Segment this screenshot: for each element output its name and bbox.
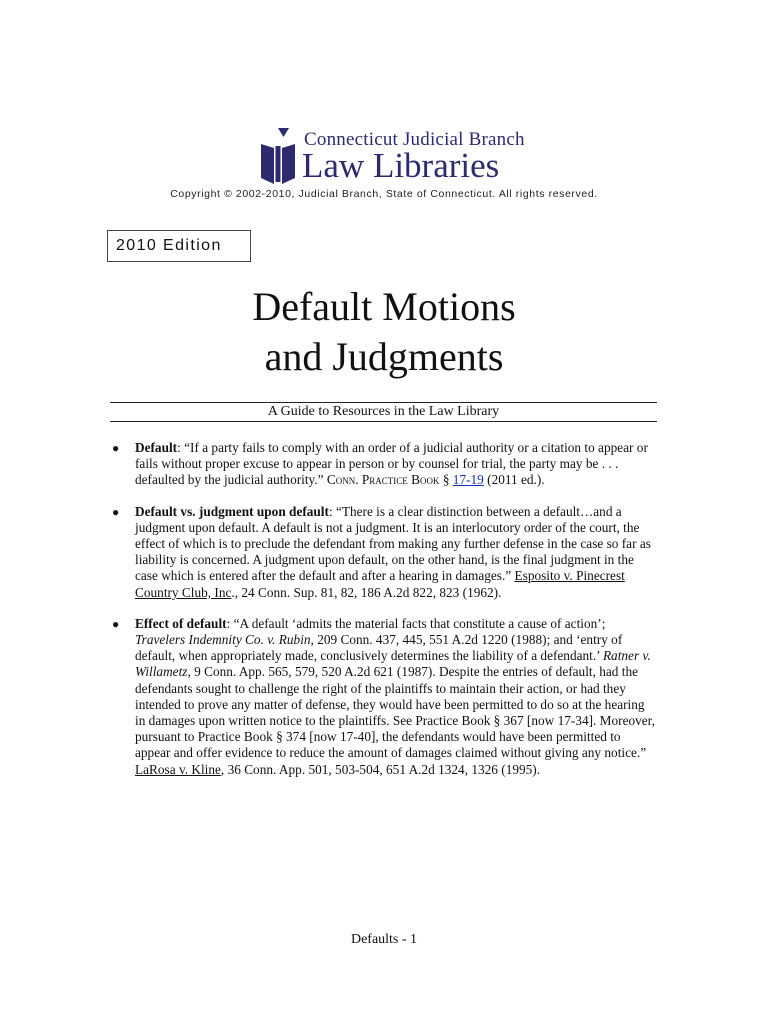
bullet-text: , 36 Conn. App. 501, 503-504, 651 A.2d 1324, 1326 (1995). <box>220 761 541 777</box>
bullet-default-vs-judgment <box>110 504 658 601</box>
title-line-2: and Judgments <box>264 334 504 379</box>
bullet-dot-icon: ● <box>112 504 120 519</box>
bullet-text: § <box>439 472 453 488</box>
bullet-text: , 209 Conn. 437, 445, 551 A.2d 1220 (1988); and ‘entry of default, when appropriately made, conclusively determines the liability of a defendant.’ <box>135 632 623 664</box>
bullet-text: 9 Conn. App. 565, 579, 520 A.2d 621 (1987). Despite the entries of default, had the defendants sought to challenge the right of the plaintiffs to maintain their action, or had they intended to prove any matter of defense, they would have been permitted to do so at the hearing in damages upon written notice to the plaintiffs. See Practice Book § 367 [now 17-34]. Moreover, pursuant to Practice Book § 374 [now 17-40], the defendants would have been permitted to appear and offer evidence to reduce the amount of damages claimed without giving any notice.” <box>135 664 655 761</box>
bullet-term: Effect of default <box>135 615 227 631</box>
bullet-term: Default <box>135 440 178 455</box>
page-footer: Defaults - 1 <box>350 932 418 947</box>
subtitle: A Guide to Resources in the Law Library <box>267 404 500 419</box>
case-citation: Esposito v. Pinecrest Country Club, Inc <box>135 568 625 600</box>
subtitle-top-rule <box>110 402 657 403</box>
title-line-1: Default Motions <box>252 284 516 329</box>
definition-list <box>110 440 658 793</box>
document-title <box>0 282 768 382</box>
bullet-text: (2011 ed.). <box>483 472 545 488</box>
logo-line-1: Connecticut Judicial Branch <box>304 129 525 150</box>
bullet-default <box>110 440 658 489</box>
logo-line-2: Law Libraries <box>302 146 500 185</box>
bullet-text: : “There is a clear distinction between a default…and a judgment upon default. A default is not a judgment. It is an interlocutory order of the court, the effect of which is to preclude the defendant from making any further defense in the case so far as liability is concerned. A judgment upon default, on the other hand, is the final judgment in the case which is entered after the default and after a hearing in damages.” <box>135 503 651 584</box>
bullet-dot-icon: ● <box>112 616 120 631</box>
subtitle-bottom-rule <box>110 421 657 422</box>
source-citation: Conn. Practice Book <box>326 472 440 488</box>
law-libraries-logo <box>258 126 525 186</box>
bullet-text: : “A default ‘admits the material facts that constitute a cause of action’; <box>226 615 606 631</box>
bullet-text: : “If a party fails to comply with an order of a judicial authority or a citation to appear or fails without proper excuse to appear in person or by counsel for trial, the party may be . . . defaulted by the judicial authority.” <box>135 440 648 488</box>
edition-box: 2010 Edition <box>107 230 251 262</box>
bullet-text: ., 24 Conn. Sup. 81, 82, 186 A.2d 822, 823 (1962). <box>231 584 502 600</box>
practice-book-link[interactable]: 17-19 <box>452 472 484 488</box>
bullet-effect-of-default <box>110 616 658 778</box>
bullet-dot-icon: ● <box>112 441 120 455</box>
copyright-notice: Copyright © 2002-2010, Judicial Branch, State of Connecticut. All rights reserved. <box>170 188 598 200</box>
case-citation: LaRosa v. Kline <box>135 761 221 777</box>
bullet-term: Default vs. judgment upon default <box>135 503 329 519</box>
book-pages-icon <box>258 126 298 186</box>
case-citation: Ratner v. Willametz, <box>135 648 651 680</box>
case-citation: Travelers Indemnity Co. v. Rubin <box>135 632 311 648</box>
